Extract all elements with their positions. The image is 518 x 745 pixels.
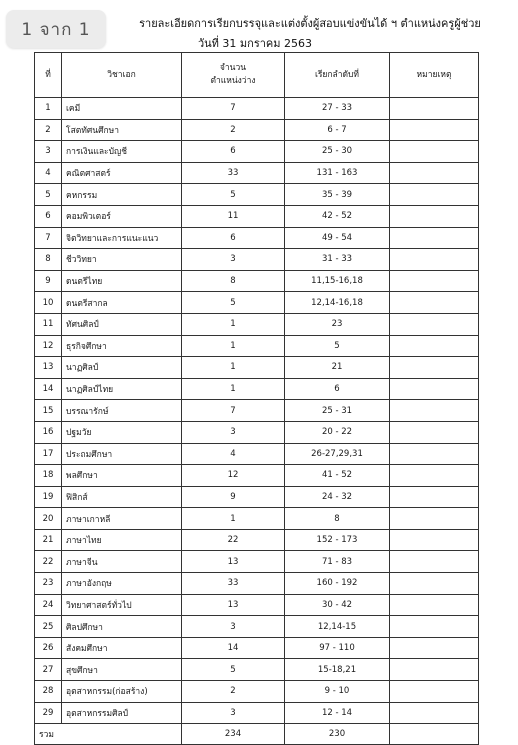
row-subject: ศิลปศึกษา [62,616,182,638]
row-index: 14 [35,378,62,400]
table-row [35,335,479,357]
row-index: 28 [35,681,62,703]
row-note [390,443,479,465]
row-note [390,421,479,443]
row-positions: 3 [182,249,285,271]
table-row [35,681,479,703]
row-index: 15 [35,400,62,422]
table-row [35,270,479,292]
row-index: 3 [35,141,62,163]
table-row [35,421,479,443]
header-positions-line2: ตำแหน่งว่าง [210,76,256,86]
row-index: 22 [35,551,62,573]
header-positions [182,53,285,98]
row-subject: คหกรรม [62,184,182,206]
row-note [390,637,479,659]
row-rank: 71 - 83 [285,551,390,573]
row-positions: 5 [182,292,285,314]
row-positions: 14 [182,637,285,659]
row-subject: ธุรกิจศึกษา [62,335,182,357]
row-index: 16 [35,421,62,443]
row-rank: 97 - 110 [285,637,390,659]
row-positions: 22 [182,529,285,551]
row-index: 27 [35,659,62,681]
row-index: 8 [35,249,62,271]
row-note [390,227,479,249]
row-subject: คณิตศาสตร์ [62,162,182,184]
row-note [390,400,479,422]
total-rank: 230 [285,724,390,745]
row-positions: 11 [182,205,285,227]
row-subject: ปฐมวัย [62,421,182,443]
table-row [35,551,479,573]
row-note [390,98,479,120]
row-subject: ทัศนศิลป์ [62,313,182,335]
row-subject: พลศึกษา [62,465,182,487]
page-counter-badge: 1 จาก 1 [6,10,106,48]
row-subject: ภาษาไทย [62,529,182,551]
row-subject: ภาษาอังกฤษ [62,573,182,595]
row-index: 25 [35,616,62,638]
table-row [35,443,479,465]
table-row [35,119,479,141]
row-note [390,702,479,724]
row-positions: 12 [182,465,285,487]
row-rank: 41 - 52 [285,465,390,487]
row-positions: 1 [182,508,285,530]
table-row [35,508,479,530]
row-rank: 152 - 173 [285,529,390,551]
row-note [390,465,479,487]
row-rank: 5 [285,335,390,357]
row-subject: การเงินและบัญชี [62,141,182,163]
row-index: 21 [35,529,62,551]
row-subject: นาฏศิลป์ [62,357,182,379]
table-row [35,400,479,422]
row-index: 9 [35,270,62,292]
row-positions: 3 [182,616,285,638]
row-positions: 33 [182,573,285,595]
row-rank: 25 - 30 [285,141,390,163]
row-note [390,378,479,400]
row-rank: 160 - 192 [285,573,390,595]
row-note [390,486,479,508]
document-date: วันที่ 31 มกราคม 2563 [197,37,313,50]
row-rank: 27 - 33 [285,98,390,120]
row-note [390,205,479,227]
row-positions: 5 [182,184,285,206]
row-positions: 7 [182,400,285,422]
table-row [35,184,479,206]
row-rank: 23 [285,313,390,335]
table-row [35,616,479,638]
row-index: 5 [35,184,62,206]
table-row [35,659,479,681]
row-positions: 3 [182,702,285,724]
row-note [390,270,479,292]
row-index: 7 [35,227,62,249]
row-rank: 6 [285,378,390,400]
row-subject: สังคมศึกษา [62,637,182,659]
row-positions: 13 [182,594,285,616]
table-row [35,529,479,551]
row-note [390,681,479,703]
row-rank: 11,15-16,18 [285,270,390,292]
row-note [390,551,479,573]
row-positions: 1 [182,335,285,357]
row-rank: 12,14-16,18 [285,292,390,314]
row-positions: 4 [182,443,285,465]
table-row [35,141,479,163]
row-positions: 1 [182,313,285,335]
row-subject: ภาษาจีน [62,551,182,573]
row-subject: บรรณารักษ์ [62,400,182,422]
table-row [35,227,479,249]
row-positions: 7 [182,98,285,120]
total-positions: 234 [182,724,285,745]
row-note [390,162,479,184]
row-rank: 25 - 31 [285,400,390,422]
row-positions: 9 [182,486,285,508]
row-subject: ดนตรีไทย [62,270,182,292]
row-positions: 13 [182,551,285,573]
row-index: 4 [35,162,62,184]
row-rank: 30 - 42 [285,594,390,616]
row-rank: 24 - 32 [285,486,390,508]
row-index: 13 [35,357,62,379]
row-positions: 5 [182,659,285,681]
row-note [390,529,479,551]
table-row [35,313,479,335]
table-header-row [35,53,479,98]
total-label: รวม [35,724,182,745]
header-subject: วิชาเอก [62,53,182,98]
row-positions: 3 [182,421,285,443]
row-note [390,184,479,206]
row-index: 26 [35,637,62,659]
row-positions: 1 [182,357,285,379]
row-subject: โสตทัศนศึกษา [62,119,182,141]
table-row [35,205,479,227]
row-index: 11 [35,313,62,335]
row-note [390,659,479,681]
row-note [390,313,479,335]
row-index: 23 [35,573,62,595]
row-subject: ฟิสิกส์ [62,486,182,508]
row-rank: 42 - 52 [285,205,390,227]
row-rank: 9 - 10 [285,681,390,703]
table-row [35,594,479,616]
row-index: 18 [35,465,62,487]
row-rank: 35 - 39 [285,184,390,206]
row-index: 6 [35,205,62,227]
row-subject: ชีววิทยา [62,249,182,271]
row-index: 10 [35,292,62,314]
row-note [390,141,479,163]
table-row [35,292,479,314]
row-positions: 6 [182,141,285,163]
row-rank: 6 - 7 [285,119,390,141]
row-subject: วิทยาศาสตร์ทั่วไป [62,594,182,616]
row-subject: อุตสาหกรรม(ก่อสร้าง) [62,681,182,703]
row-subject: จิตวิทยาและการแนะแนว [62,227,182,249]
table-row [35,637,479,659]
header-rank: เรียกลำดับที่ [285,53,390,98]
row-index: 1 [35,98,62,120]
table-total-row [35,724,479,745]
row-note [390,357,479,379]
row-rank: 26-27,29,31 [285,443,390,465]
assignment-table [34,52,479,745]
table-row [35,162,479,184]
row-rank: 12,14-15 [285,616,390,638]
row-rank: 20 - 22 [285,421,390,443]
row-subject: ภาษาเกาหลี [62,508,182,530]
row-rank: 131 - 163 [285,162,390,184]
row-rank: 21 [285,357,390,379]
row-index: 20 [35,508,62,530]
document-title: รายละเอียดการเรียกบรรจุและแต่งตั้งผู้สอบแข่งขันได้ ฯ ตำแหน่งครูผู้ช่วย [139,17,481,30]
row-index: 2 [35,119,62,141]
table-row [35,357,479,379]
row-subject: ประถมศึกษา [62,443,182,465]
row-rank: 31 - 33 [285,249,390,271]
row-positions: 1 [182,378,285,400]
row-index: 17 [35,443,62,465]
row-note [390,249,479,271]
header-index: ที่ [35,53,62,98]
row-rank: 49 - 54 [285,227,390,249]
row-index: 12 [35,335,62,357]
total-note [390,724,479,745]
row-rank: 8 [285,508,390,530]
table-row [35,249,479,271]
table-body [35,98,479,724]
row-subject: นาฏศิลป์ไทย [62,378,182,400]
row-note [390,119,479,141]
row-note [390,335,479,357]
header-note: หมายเหตุ [390,53,479,98]
row-positions: 2 [182,119,285,141]
row-index: 29 [35,702,62,724]
header-positions-line1: จำนวน [219,63,247,73]
row-index: 24 [35,594,62,616]
table-row [35,573,479,595]
row-positions: 33 [182,162,285,184]
row-note [390,573,479,595]
table-row [35,378,479,400]
row-subject: คอมพิวเตอร์ [62,205,182,227]
row-subject: อุตสาหกรรมศิลป์ [62,702,182,724]
row-subject: สุขศึกษา [62,659,182,681]
row-positions: 8 [182,270,285,292]
table-row [35,486,479,508]
row-note [390,292,479,314]
row-note [390,594,479,616]
row-note [390,616,479,638]
row-positions: 6 [182,227,285,249]
row-index: 19 [35,486,62,508]
table-row [35,465,479,487]
row-subject: เคมี [62,98,182,120]
row-subject: ดนตรีสากล [62,292,182,314]
row-rank: 15-18,21 [285,659,390,681]
table-row [35,702,479,724]
row-note [390,508,479,530]
row-rank: 12 - 14 [285,702,390,724]
table-row [35,98,479,120]
row-positions: 2 [182,681,285,703]
